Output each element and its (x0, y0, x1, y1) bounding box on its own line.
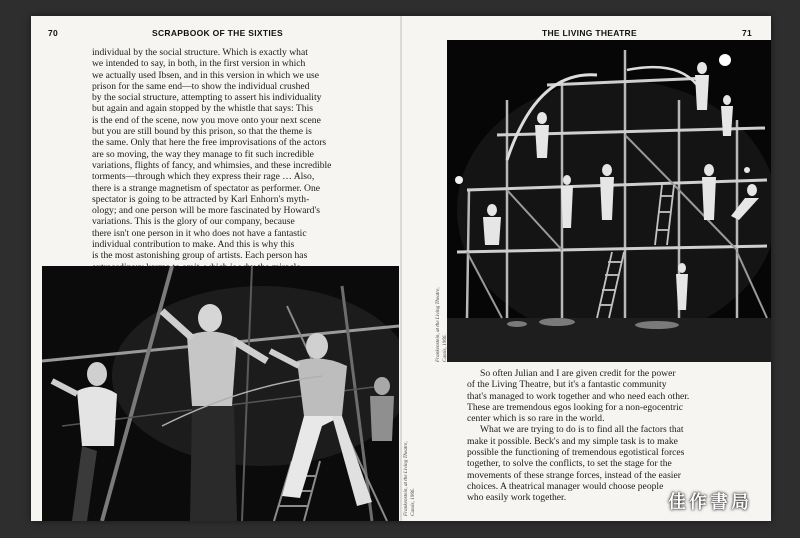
text-line: spectator is going to be attracted by Karl Enhorn's myth- (92, 193, 310, 205)
right-photo-caption (435, 287, 448, 362)
text-line: by the social structure, attempting to assert his individuality (92, 92, 322, 104)
text-line: there is a strange magnetism of spectator as performer. One (92, 182, 321, 194)
left-stage-photo (42, 266, 399, 521)
text-line: possible the functioning of tremendous egotistical forces (467, 447, 685, 459)
right-running-head: THE LIVING THEATRE (542, 28, 637, 38)
text-line: together, to solve the conflicts, to set the stage for the (467, 458, 672, 470)
right-stage-photo (447, 40, 771, 362)
text-line: the same. Only that here the free improvisations of the actors (92, 137, 327, 149)
watermark: 佳作書局 (668, 492, 752, 513)
text-line: but you are still bound by this prison, so that the theme is (92, 126, 312, 138)
text-line: variations. This is the glory of our company, because (92, 216, 295, 228)
text-line: variations, flights of fancy, and whimsies, and these incredible (92, 159, 332, 171)
text-line: that's managed to work together and who need each other. (467, 390, 690, 402)
text-line: prison for the same end—to show the individual crushed (92, 80, 310, 92)
text-line: there isn't one person in it who does not have a fantastic (92, 227, 307, 239)
text-line: What we are trying to do is to find all the factors that (480, 424, 684, 436)
left-running-head: SCRAPBOOK OF THE SIXTIES (152, 28, 283, 38)
text-line: individual by the social structure. Which is exactly what (92, 47, 308, 58)
book-spread (31, 16, 771, 521)
right-page-number: 71 (742, 28, 753, 38)
text-line: we intended to say, in both, in the first version in which (92, 58, 306, 70)
text-line: torments—through which they express their rage … Also, (92, 171, 315, 183)
text-line: choices. A theatrical manager would choose people (467, 480, 664, 492)
text-line: are so moving, the way they manage to fit such incredible (92, 148, 314, 160)
caption-line: Frankenstein, at the Living Theatre, (435, 287, 441, 362)
text-line: is the most astonishing group of artists. Each person has (92, 250, 308, 262)
caption-line: Cassis, 1966. (441, 334, 448, 362)
text-line: individual contribution to make. And this is why this (92, 239, 295, 251)
caption-line: Cassis, 1966. (409, 488, 416, 516)
text-line: who easily work together. (467, 492, 567, 504)
text-line: but again and again stopped by the whistle that says: This (92, 103, 313, 115)
left-page-number: 70 (48, 28, 59, 38)
text-line: make it possible. Beck's and my simple task is to make (467, 435, 678, 447)
text-line: of the Living Theatre, but it's a fantastic community (467, 379, 667, 391)
right-body-text (467, 368, 689, 504)
text-line: ology; and one person will be more fascinated by Howard's (92, 205, 320, 217)
text-line: movements of these strange forces, instead of the easier (467, 469, 681, 481)
left-photo-caption (403, 441, 416, 516)
text-line: center which is so rare in the world. (467, 413, 605, 425)
left-body-text (92, 47, 331, 284)
text-line: These are tremendous egos looking for a non-egocentric (467, 401, 684, 413)
caption-line: Frankenstein, at the Living Theatre, (403, 441, 409, 516)
text-line: we actually used Ibsen, and in this version in which we use (92, 69, 319, 81)
text-line: So often Julian and I are given credit for the power (480, 368, 676, 379)
book-gutter (400, 16, 402, 521)
text-line: is the end of the scene, now you move onto your next scene (92, 114, 321, 126)
